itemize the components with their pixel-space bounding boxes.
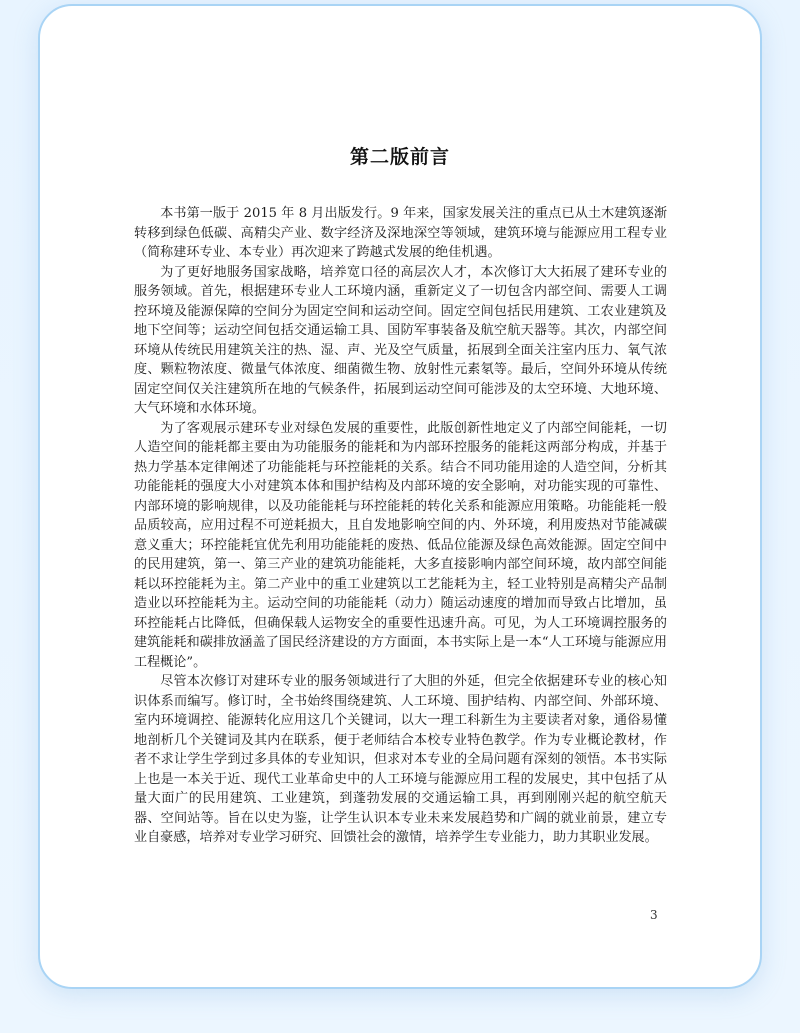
paragraph: 尽管本次修订对建环专业的服务领域进行了大胆的外延，但完全依据建环专业的核心知识体系而编写。修订时，全书始终围绕建筑、人工环境、围护结构、内部空间、外部环境、室内环境调控、能源转化应用这几个关键词，以大一理工科新生为主要读者对象，通俗易懂地剖析几个关键词及其内在联系，便于老师结合本校专业特色教学。作为专业概论教材，作者不求让学生学到过多具体的专业知识，但求对本专业的全局问题有深刻的领悟。本书实际上也是一本关于近、现代工业革命史中的人工环境与能源应用工程的发展史，其中包括了从量大面广的民用建筑、工业建筑，到蓬勃发展的交通运输工具，再到刚刚兴起的航空航天器、空间站等。旨在以史为鉴，让学生认识本专业未来发展趋势和广阔的就业前景，建立专业自豪感，培养对专业学习研究、回馈社会的激情，培养学生专业能力，助力其职业发展。 — [134, 674, 667, 845]
paragraph: 为了更好地服务国家战略，培养宽口径的高层次人才，本次修订大大拓展了建环专业的服务领域。首先，根据建环专业人工环境内涵，重新定义了一切包含内部空间、需要人工调控环境及能源保障的空间分为固定空间和运动空间。固定空间包括民用建筑、工农业建筑及地下空间等；运动空间包括交通运输工具、国防军事装备及航空航天器等。其次，内部空间环境从传统民用建筑关注的热、湿、声、光及空气质量，拓展到全面关注室内压力、氧气浓度、颗粒物浓度、微量气体浓度、细菌微生物、放射性元素氡等。最后，空间外环境从传统固定空间仅关注建筑所在地的气候条件，拓展到运动空间可能涉及的太空环境、大地环境、大气环境和水体环境。 — [134, 264, 667, 416]
paragraph: 本书第一版于 2015 年 8 月出版发行。9 年来，国家发展关注的重点已从土木建筑逐渐转移到绿色低碳、高精尖产业、数字经济及深地深空等领域，建筑环境与能源应用工程专业（简称建环专业、本专业）再次迎来了跨越式发展的绝佳机遇。 — [134, 206, 667, 260]
body-text — [134, 204, 667, 848]
page-title: 第二版前言 — [349, 146, 450, 168]
paragraph: 为了客观展示建环专业对绿色发展的重要性，此版创新性地定义了内部空间能耗，一切人造空间的能耗都主要由为功能服务的能耗和为内部环控服务的能耗这两部分构成，并基于热力学基本定律阐述了功能能耗与环控能耗的关系。结合不同功能用途的人造空间，分析其功能能耗的强度大小对建筑本体和围护结构及内部环境的安全影响，对功能实现的可靠性、内部环境的影响规律，以及功能能耗与环控能耗的转化关系和能源应用策略。功能能耗一般品质较高，应用过程不可逆耗损大，且自发地影响空间的内、外环境，利用废热对节能减碳意义重大；环控能耗宜优先利用功能能耗的废热、低品位能源及绿色高效能源。固定空间中的民用建筑，第一、第三产业的建筑功能能耗，大多直接影响内部空间环境，故内部空间能耗以环控能耗为主。第二产业中的重工业建筑以工艺能耗为主，轻工业特别是高精尖产品制造业以环控能耗为主。运动空间的功能能耗（动力）随运动速度的增加而导致占比增加，虽环控能耗占比降低，但确保载人运物安全的重要性迅速升高。可见，为人工环境调控服务的建筑能耗和碳排放涵盖了国民经济建设的方方面面，本书实际上是一本“人工环境与能源应用工程概论”。 — [134, 420, 667, 670]
page-number: 3 — [650, 908, 658, 922]
